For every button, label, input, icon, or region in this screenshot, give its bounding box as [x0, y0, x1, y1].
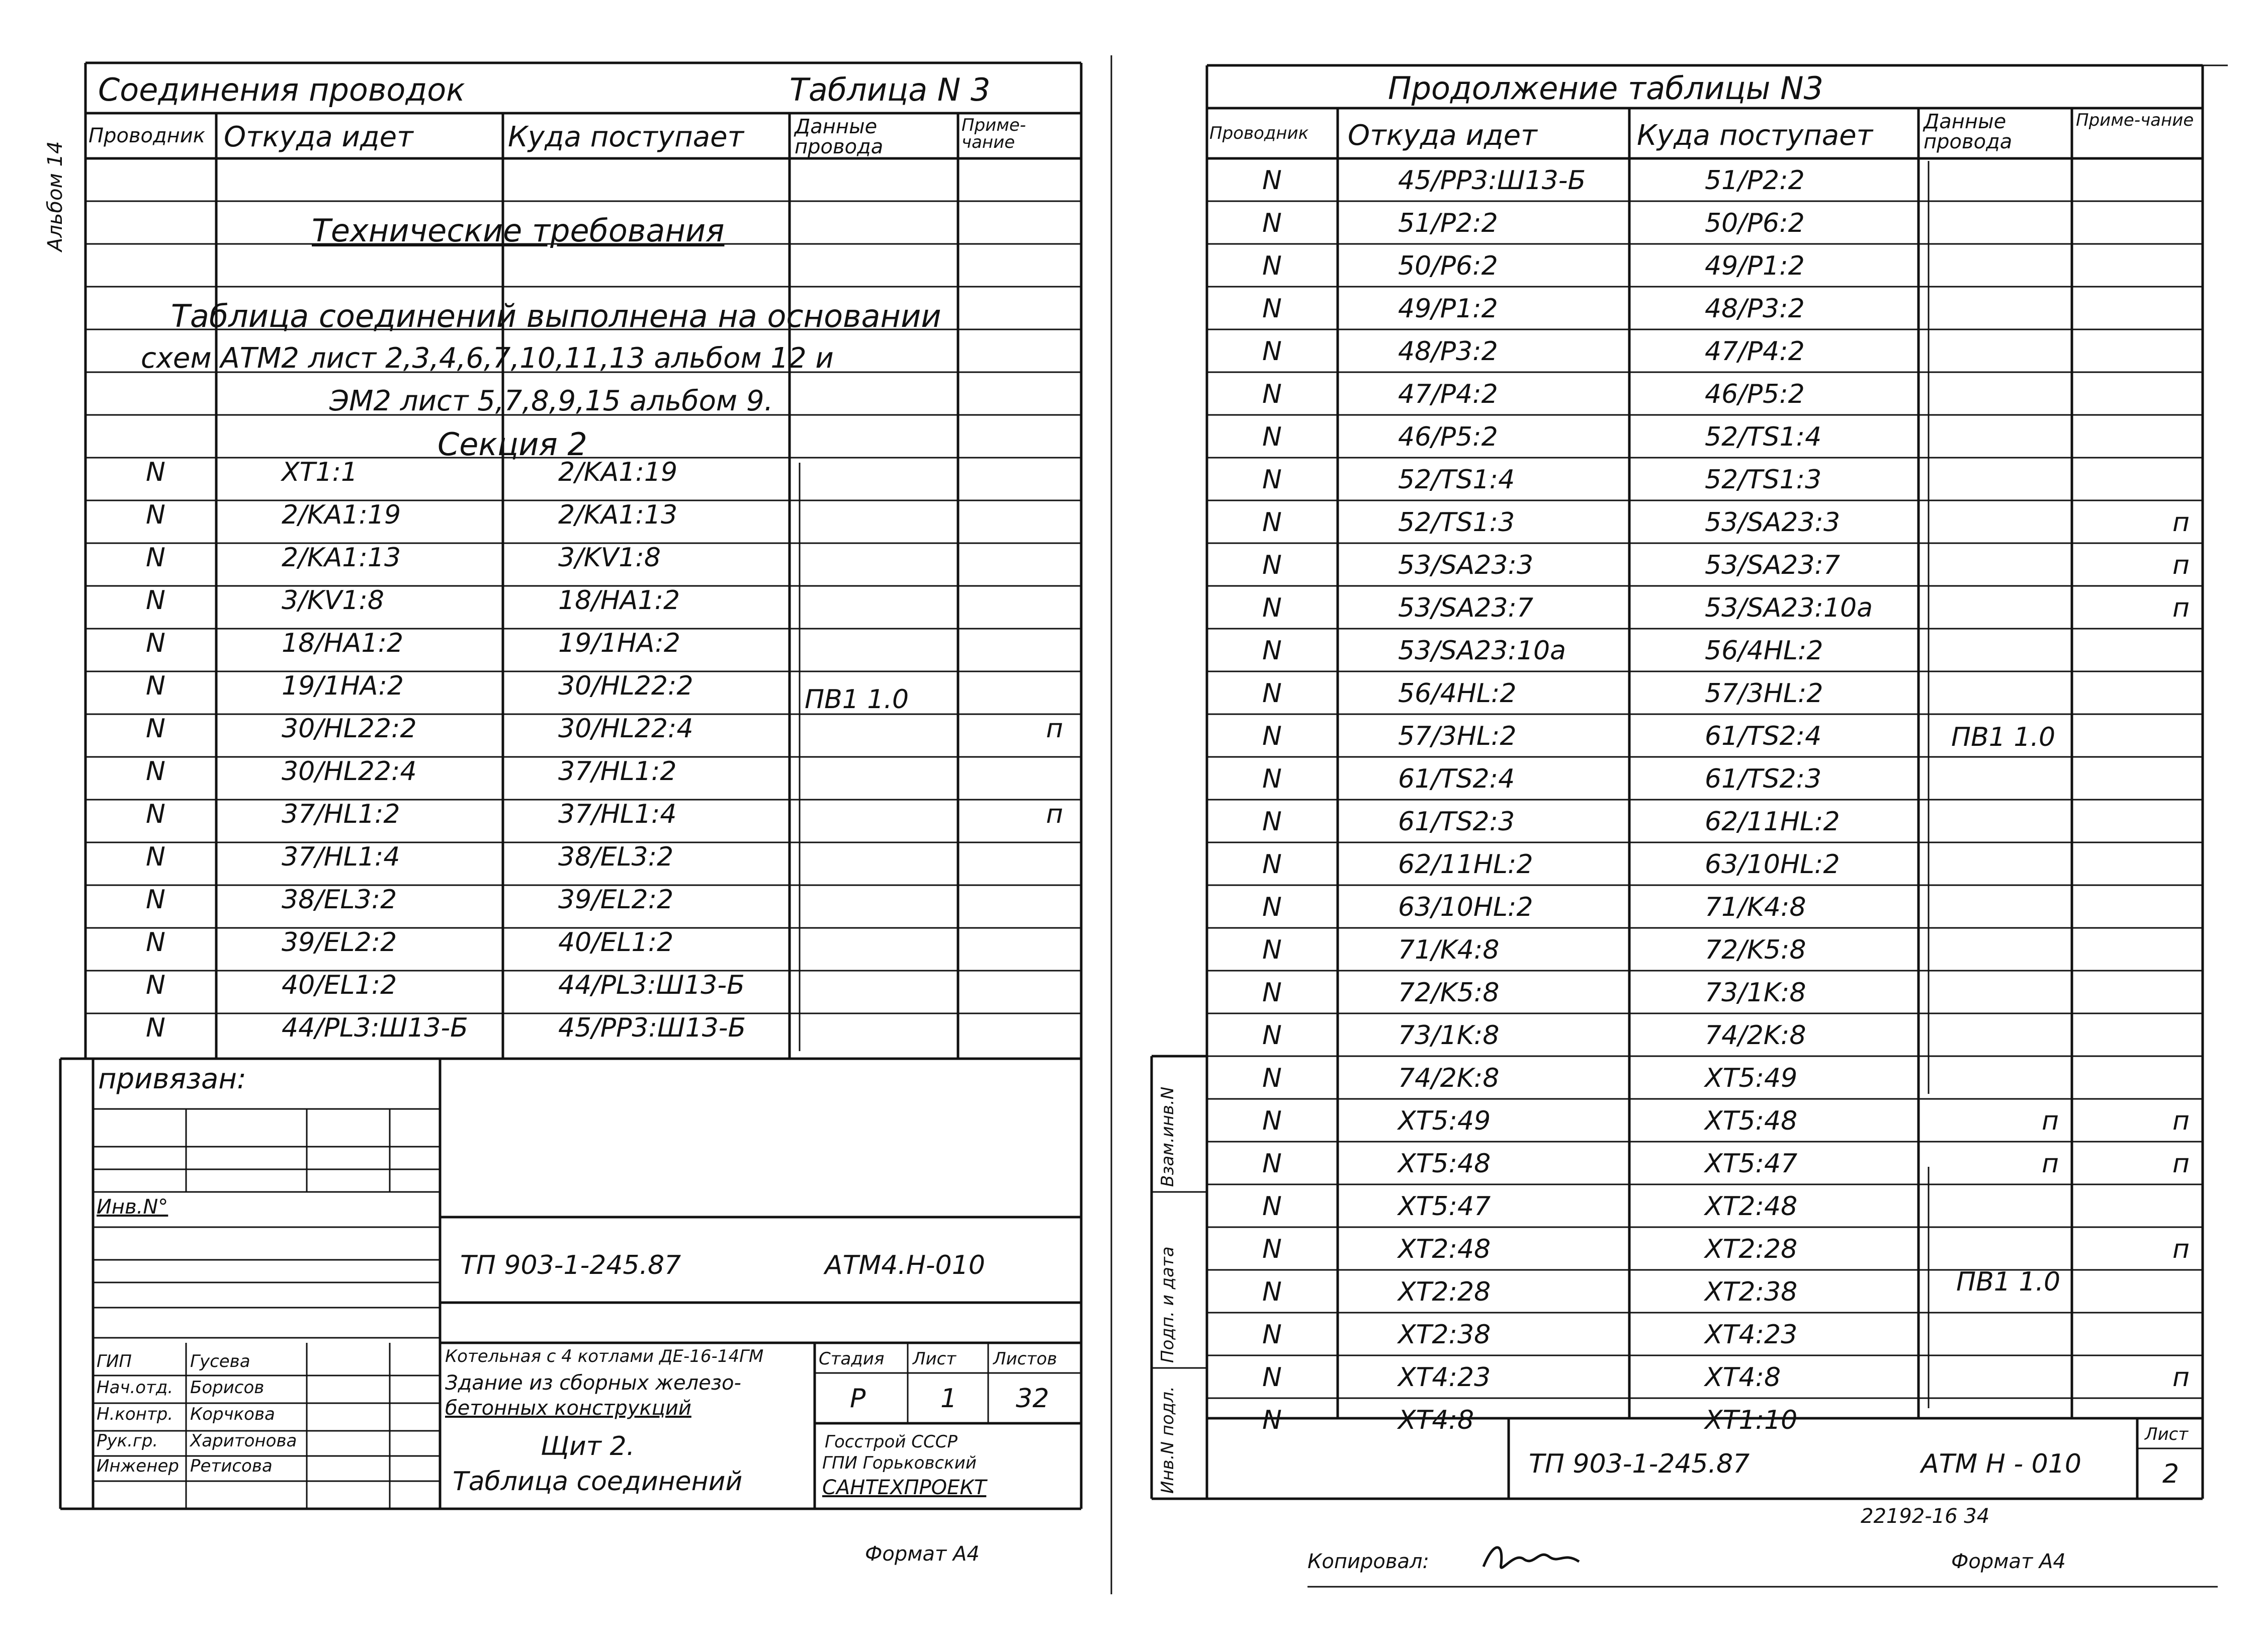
right-row-conductor: N: [1262, 678, 1282, 709]
right-row-conductor: N: [1262, 1277, 1282, 1307]
right-row-to: 61/TS2:4: [1705, 721, 1822, 751]
right-row-to: 46/P5:2: [1705, 379, 1805, 409]
right-row-from: 48/P3:2: [1398, 336, 1498, 367]
left-row-to: 2/KA1:19: [558, 457, 678, 487]
stage-value: Р: [850, 1384, 866, 1414]
right-row-note: п: [2172, 1234, 2190, 1264]
left-doc-code: ТП 903-1-245.87: [460, 1250, 681, 1280]
right-row-conductor: N: [1262, 1063, 1282, 1093]
section-title: Секция 2: [438, 426, 587, 463]
left-row-conductor: N: [146, 970, 165, 1000]
right-row-to: 53/SA23:10а: [1705, 593, 1873, 623]
right-row-note: п: [2172, 1149, 2190, 1179]
project-line-1: Котельная с 4 котлами ДЕ-16-14ГМ: [445, 1346, 764, 1366]
right-row-from: XT5:48: [1398, 1149, 1491, 1179]
left-row-from: 2/KA1:19: [282, 500, 401, 530]
right-row-from: 73/1K:8: [1398, 1020, 1500, 1051]
right-row-conductor: N: [1262, 208, 1282, 238]
col-header-conductor: Проводник: [89, 124, 205, 147]
right-row-from: 74/2K:8: [1398, 1063, 1500, 1093]
tech-line-3: ЭМ2 лист 5,7,8,9,15 альбом 9.: [329, 385, 773, 417]
right-row-from: 56/4HL:2: [1398, 678, 1517, 709]
right-sheet-number: 2: [2162, 1459, 2179, 1489]
right-row-to: XT4:23: [1705, 1320, 1798, 1350]
staff-name: Ретисова: [190, 1456, 273, 1476]
right-row-to: 49/P1:2: [1705, 251, 1805, 281]
left-row-note: п: [1046, 714, 1063, 744]
right-row-to: 53/SA23:3: [1705, 507, 1841, 538]
col-header-from: Откуда идет: [224, 121, 413, 153]
left-row-to: 38/EL3:2: [558, 842, 674, 872]
right-row-to: 62/11HL:2: [1705, 807, 1840, 837]
right-row-to: 50/P6:2: [1705, 208, 1805, 238]
right-row-conductor: N: [1262, 507, 1282, 538]
left-row-conductor: N: [146, 628, 165, 658]
stamp-podp-data: Подп. и дата: [1158, 1246, 1178, 1363]
right-row-from: 53/SA23:7: [1398, 593, 1534, 623]
r-col-header-note: Приме-чание: [2076, 110, 2194, 130]
staff-name: Гусева: [190, 1351, 250, 1371]
right-row-to: 51/P2:2: [1705, 165, 1805, 196]
left-row-conductor: N: [146, 671, 165, 701]
right-row-note: п: [2172, 1106, 2190, 1136]
left-row-conductor: N: [146, 585, 165, 616]
right-row-to: 52/TS1:3: [1705, 465, 1822, 495]
sheets-value: 32: [1016, 1384, 1050, 1414]
right-row-conductor: N: [1262, 636, 1282, 666]
copied-signature: [1478, 1536, 1589, 1582]
right-row-from: 46/P5:2: [1398, 422, 1498, 452]
r-col-header-from: Откуда идет: [1348, 119, 1537, 152]
left-row-from: 40/EL1:2: [282, 970, 397, 1000]
left-row-to: 3/KV1:8: [558, 543, 661, 573]
left-row-from: 37/HL1:2: [282, 799, 400, 829]
right-row-to: 63/10HL:2: [1705, 849, 1840, 880]
right-row-to: 53/SA23:7: [1705, 550, 1841, 580]
right-row-conductor: N: [1262, 1020, 1282, 1051]
left-row-from: 39/EL2:2: [282, 927, 397, 958]
project-line-2: Здание из сборных железо-: [445, 1371, 741, 1395]
right-row-note: п: [2172, 550, 2190, 580]
right-row-from: 52/TS1:3: [1398, 507, 1515, 538]
right-row-to: 56/4HL:2: [1705, 636, 1823, 666]
right-row-conductor: N: [1262, 422, 1282, 452]
right-row-from: 61/TS2:3: [1398, 807, 1515, 837]
right-row-from: XT2:38: [1398, 1320, 1491, 1350]
left-row-from: 18/HA1:2: [282, 628, 404, 658]
left-row-to: 2/KA1:13: [558, 500, 678, 530]
right-row-to: XT4:8: [1705, 1362, 1781, 1393]
staff-name: Корчкова: [190, 1404, 275, 1424]
left-row-conductor: N: [146, 543, 165, 573]
left-table-number: Таблица N 3: [790, 71, 991, 108]
right-row-conductor: N: [1262, 251, 1282, 281]
right-title: Продолжение таблицы N3: [1388, 70, 1823, 107]
col-header-note: Приме-чание: [962, 115, 1026, 152]
right-row-from: XT4:8: [1398, 1405, 1474, 1435]
right-format: Формат А4: [1951, 1550, 2066, 1573]
r-col-header-wire-data: Данные провода: [1924, 110, 2013, 153]
left-format: Формат А4: [865, 1542, 980, 1566]
right-row-to: 48/P3:2: [1705, 294, 1805, 324]
right-row-conductor: N: [1262, 379, 1282, 409]
left-wire-data: ПВ1 1.0: [805, 684, 909, 715]
left-row-to: 45/PP3:Ш13-Б: [558, 1013, 746, 1043]
right-row-from: 45/PP3:Ш13-Б: [1398, 165, 1586, 196]
sheet-name-2: Таблица соединений: [453, 1467, 743, 1497]
right-row-from: 53/SA23:3: [1398, 550, 1534, 580]
right-row-to: 71/K4:8: [1705, 892, 1806, 922]
left-row-conductor: N: [146, 500, 165, 530]
right-row-to: 74/2K:8: [1705, 1020, 1806, 1051]
right-row-conductor: N: [1262, 721, 1282, 751]
right-row-to: XT2:48: [1705, 1191, 1798, 1222]
copied-by-label: Копировал:: [1307, 1550, 1430, 1573]
right-row-note: п: [2172, 1362, 2190, 1393]
left-row-from: 3/KV1:8: [282, 585, 384, 616]
right-row-conductor: N: [1262, 550, 1282, 580]
right-row-conductor: N: [1262, 935, 1282, 965]
left-row-conductor: N: [146, 885, 165, 915]
r-col-header-conductor: Проводник: [1209, 123, 1309, 143]
right-row-note: п: [2172, 507, 2190, 538]
privyazan-label: привязан:: [98, 1063, 246, 1095]
right-row-conductor: N: [1262, 892, 1282, 922]
right-doc-mark: АТМ Н - 010: [1921, 1449, 2081, 1479]
left-row-conductor: N: [146, 842, 165, 872]
right-row-conductor: N: [1262, 1149, 1282, 1179]
staff-role: Нач.отд.: [97, 1378, 173, 1398]
inv-no-label: Инв.N°: [97, 1195, 168, 1219]
right-row-from: 63/10HL:2: [1398, 892, 1533, 922]
right-row-from: XT2:28: [1398, 1277, 1491, 1307]
right-row-from: 57/3HL:2: [1398, 721, 1517, 751]
right-row-from: 61/TS2:4: [1398, 764, 1515, 794]
right-row-conductor: N: [1262, 1362, 1282, 1393]
left-row-from: 30/HL22:4: [282, 756, 417, 787]
org-line-3: САНТЕХПРОЕКТ: [822, 1476, 987, 1499]
col-header-wire-data: Данные провода: [795, 115, 884, 158]
left-row-note: п: [1046, 799, 1063, 829]
left-title: Соединения проводок: [98, 71, 465, 108]
sheets-header: Листов: [993, 1349, 1058, 1369]
stage-header: Стадия: [819, 1349, 885, 1369]
left-row-conductor: N: [146, 1013, 165, 1043]
left-row-to: 37/HL1:2: [558, 756, 677, 787]
right-row-from: XT5:47: [1398, 1191, 1491, 1222]
order-number: 22192-16 34: [1861, 1505, 1990, 1528]
left-row-to: 18/HA1:2: [558, 585, 680, 616]
right-row-to: 61/TS2:3: [1705, 764, 1822, 794]
right-row-to: 72/K5:8: [1705, 935, 1806, 965]
org-line-1: Госстрой СССР: [825, 1432, 957, 1452]
org-line-2: ГПИ Горьковский: [822, 1453, 977, 1473]
left-row-from: 44/PL3:Ш13-Б: [282, 1013, 468, 1043]
right-wire-data-1: ПВ1 1.0: [1951, 722, 2056, 752]
right-row-note: п: [2172, 593, 2190, 623]
stamp-inv-podl: Инв.N подл.: [1158, 1386, 1178, 1494]
staff-role: Инженер: [97, 1456, 179, 1476]
right-row-wire-data: п: [2042, 1149, 2059, 1179]
staff-role: ГИП: [97, 1351, 132, 1371]
sheet-value: 1: [940, 1384, 957, 1414]
right-row-conductor: N: [1262, 849, 1282, 880]
left-row-conductor: N: [146, 927, 165, 958]
staff-role: Н.контр.: [97, 1404, 173, 1424]
sheet-header: Лист: [913, 1349, 956, 1369]
right-row-conductor: N: [1262, 1106, 1282, 1136]
right-row-to: XT5:47: [1705, 1149, 1798, 1179]
right-row-to: 73/1K:8: [1705, 978, 1806, 1008]
sheet-name-1: Щит 2.: [541, 1431, 635, 1462]
right-row-to: XT5:48: [1705, 1106, 1798, 1136]
right-row-conductor: N: [1262, 336, 1282, 367]
left-row-from: XT1:1: [282, 457, 358, 487]
right-row-from: XT2:48: [1398, 1234, 1491, 1264]
left-row-from: 37/HL1:4: [282, 842, 400, 872]
right-row-from: 49/P1:2: [1398, 294, 1498, 324]
right-doc-code: ТП 903-1-245.87: [1529, 1449, 1750, 1479]
right-row-from: 47/P4:2: [1398, 379, 1498, 409]
right-row-conductor: N: [1262, 978, 1282, 1008]
staff-role: Рук.гр.: [97, 1431, 158, 1451]
left-row-conductor: N: [146, 457, 165, 487]
right-row-conductor: N: [1262, 165, 1282, 196]
tech-line-2: схем АТМ2 лист 2,3,4,6,7,10,11,13 альбом 12 и: [141, 342, 834, 375]
tech-requirements-title: Технические требования: [312, 212, 725, 249]
right-row-to: 47/P4:2: [1705, 336, 1805, 367]
left-doc-mark: АТМ4.Н-010: [825, 1250, 985, 1280]
right-row-wire-data: п: [2042, 1106, 2059, 1136]
right-row-from: 51/P2:2: [1398, 208, 1498, 238]
staff-name: Борисов: [190, 1378, 265, 1398]
right-sheet-label: Лист: [2145, 1424, 2189, 1444]
right-row-from: XT4:23: [1398, 1362, 1491, 1393]
r-col-header-to: Куда поступает: [1637, 119, 1873, 152]
right-row-to: XT5:49: [1705, 1063, 1798, 1093]
left-row-to: 39/EL2:2: [558, 885, 674, 915]
right-row-to: XT2:28: [1705, 1234, 1798, 1264]
right-row-to: 57/3HL:2: [1705, 678, 1823, 709]
right-row-to: XT2:38: [1705, 1277, 1798, 1307]
left-row-to: 44/PL3:Ш13-Б: [558, 970, 745, 1000]
right-row-from: XT5:49: [1398, 1106, 1491, 1136]
left-row-conductor: N: [146, 756, 165, 787]
right-row-conductor: N: [1262, 465, 1282, 495]
right-row-from: 62/11HL:2: [1398, 849, 1533, 880]
right-wire-data-2: ПВ1 1.0: [1956, 1267, 2061, 1297]
right-row-from: 72/K5:8: [1398, 978, 1500, 1008]
col-header-to: Куда поступает: [508, 121, 744, 153]
left-row-to: 30/HL22:4: [558, 714, 693, 744]
right-row-to: 52/TS1:4: [1705, 422, 1822, 452]
right-row-from: 50/P6:2: [1398, 251, 1498, 281]
right-row-conductor: N: [1262, 1234, 1282, 1264]
right-row-from: 53/SA23:10а: [1398, 636, 1566, 666]
right-row-conductor: N: [1262, 294, 1282, 324]
left-row-from: 2/KA1:13: [282, 543, 401, 573]
right-row-from: 71/K4:8: [1398, 935, 1500, 965]
right-row-conductor: N: [1262, 593, 1282, 623]
project-line-3: бетонных конструкций: [445, 1397, 691, 1420]
right-row-from: 52/TS1:4: [1398, 465, 1515, 495]
left-row-from: 38/EL3:2: [282, 885, 397, 915]
right-row-conductor: N: [1262, 1191, 1282, 1222]
right-row-to: XT1:10: [1705, 1405, 1798, 1435]
left-side-label: Альбом 14: [44, 141, 67, 251]
left-row-from: 30/HL22:2: [282, 714, 417, 744]
left-row-to: 19/1HA:2: [558, 628, 681, 658]
staff-name: Харитонова: [190, 1431, 297, 1451]
right-row-conductor: N: [1262, 764, 1282, 794]
stamp-vzam-inv: Взам.инв.N: [1158, 1086, 1178, 1187]
left-row-from: 19/1HA:2: [282, 671, 404, 701]
tech-line-1: Таблица соединений выполнена на основании: [171, 298, 941, 334]
right-row-conductor: N: [1262, 1405, 1282, 1435]
left-row-conductor: N: [146, 714, 165, 744]
left-row-to: 37/HL1:4: [558, 799, 677, 829]
left-row-to: 40/EL1:2: [558, 927, 674, 958]
left-row-to: 30/HL22:2: [558, 671, 693, 701]
right-row-conductor: N: [1262, 1320, 1282, 1350]
right-row-conductor: N: [1262, 807, 1282, 837]
left-row-conductor: N: [146, 799, 165, 829]
